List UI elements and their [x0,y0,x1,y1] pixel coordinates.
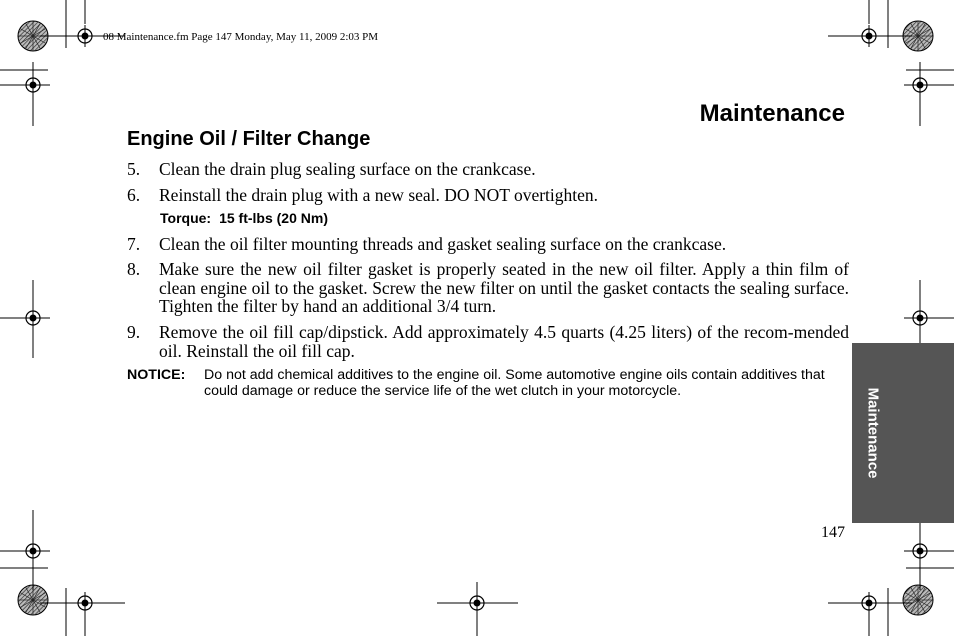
step-item [127,186,849,205]
step-number: 7. [127,234,141,254]
page-number: 147 [821,524,845,541]
side-tab-label: Maintenance [864,387,882,479]
file-header: 08 Maintenance.fm Page 147 Monday, May 11, 2009 2:03 PM [103,31,379,43]
step-item [127,323,849,361]
notice-text: Do not add chemical additives to the engine oil. Some automotive engine oils contain additives that could damage or reduce the service life of the wet clutch in your motorcycle. [204,367,825,399]
step-text: Make sure the new oil filter gasket is properly seated in the new oil filter. Apply a thin film of clean engine oil to the gasket. Screw the new filter on until the gasket contacts the sealing surface. Tighten the filter by hand an additional 3/4 turn. [159,259,849,316]
chapter-side-tab [852,343,954,523]
chapter-title: Maintenance [699,100,845,127]
step-number: 8. [127,259,141,279]
step-item [127,160,849,179]
step-number: 9. [127,322,141,342]
step-number: 6. [127,185,141,205]
color-target-icon [903,585,933,615]
step-text: Reinstall the drain plug with a new seal. DO NOT overtighten. [159,185,599,205]
step-text: Clean the oil filter mounting threads and gasket sealing surface on the crankcase. [159,234,727,254]
step-item [127,260,849,316]
step-item [127,235,849,254]
step-text: Clean the drain plug sealing surface on the crankcase. [159,159,536,179]
notice-block [127,367,849,401]
torque-value: 15 ft-lbs (20 Nm) [219,210,328,226]
torque-spec [160,210,328,226]
step-text: Remove the oil fill cap/dipstick. Add approximately 4.5 quarts (4.25 liters) of the recom-mended oil. Reinstall the oil fill cap. [159,322,849,361]
step-number: 5. [127,159,141,179]
notice-label: NOTICE: [127,367,186,383]
section-title: Engine Oil / Filter Change [127,128,371,150]
torque-label: Torque: [160,210,212,226]
